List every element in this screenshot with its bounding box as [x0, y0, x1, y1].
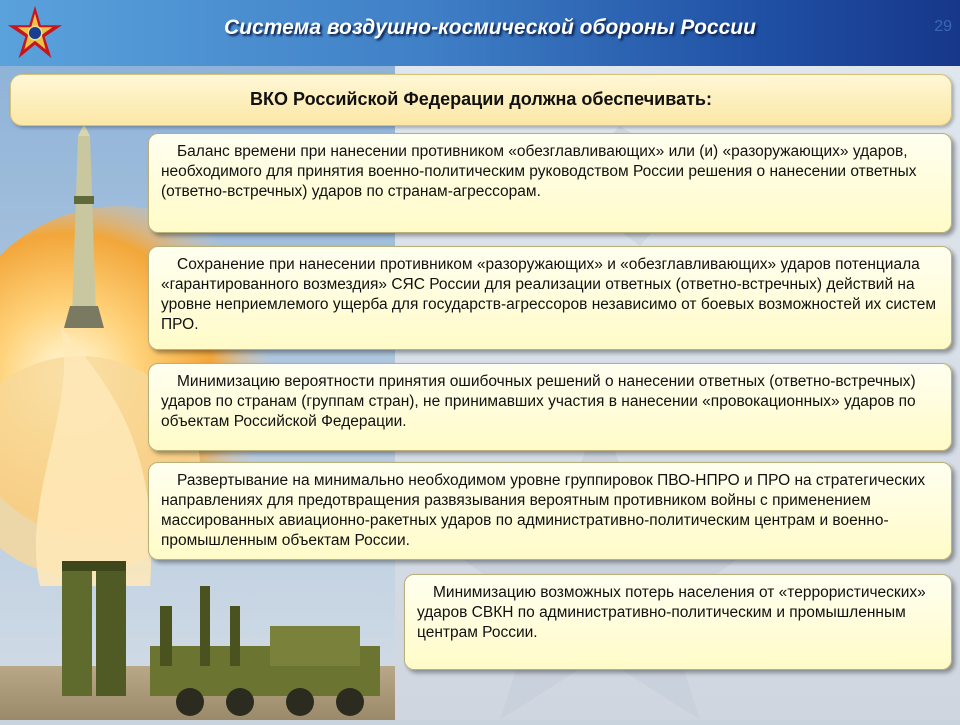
requirement-card: Сохранение при нанесении противником «разоружающих» и «обезглавливающих» ударов потенциала «гарантированного возмездия» СЯС России для реализации ответных (ответно-встречных) действий на уровне неприемлемого ущерба для государств-агрессоров независимо от боевых возможностей их систем ПРО. — [148, 246, 952, 350]
requirement-card: Минимизацию возможных потерь населения от «террористических» ударов СВКН по административно-политическим и промышленным центрам России. — [404, 574, 952, 670]
page-title: Система воздушно-космической обороны России — [224, 16, 756, 39]
requirement-card: Минимизацию вероятности принятия ошибочных решений о нанесении ответных (ответно-встречных) ударов по странам (группам стран), не принимавших участия в нанесении «провокационных» ударов по объектам Российской Федерации. — [148, 363, 952, 451]
star-emblem-icon — [6, 4, 64, 62]
section-banner — [10, 74, 952, 126]
page-number: 29 — [934, 18, 952, 35]
header-bar — [0, 0, 960, 66]
banner-heading: ВКО Российской Федерации должна обеспечивать: — [250, 89, 712, 109]
requirement-card: Развертывание на минимально необходимом уровне группировок ПВО-НПРО и ПРО на стратегических направлениях для предотвращения развязывания вероятным противником войны с применением массированных авиационно-ракетных ударов по административно-политическим центрам и военно-промышленным объектам России. — [148, 462, 952, 560]
requirement-card: Баланс времени при нанесении противником «обезглавливающих» или (и) «разоружающих» ударов, необходимого для принятия военно-политическим руководством России решения о нанесении ответных (ответно-встречных) ударов по странам-агрессорам. — [148, 133, 952, 233]
